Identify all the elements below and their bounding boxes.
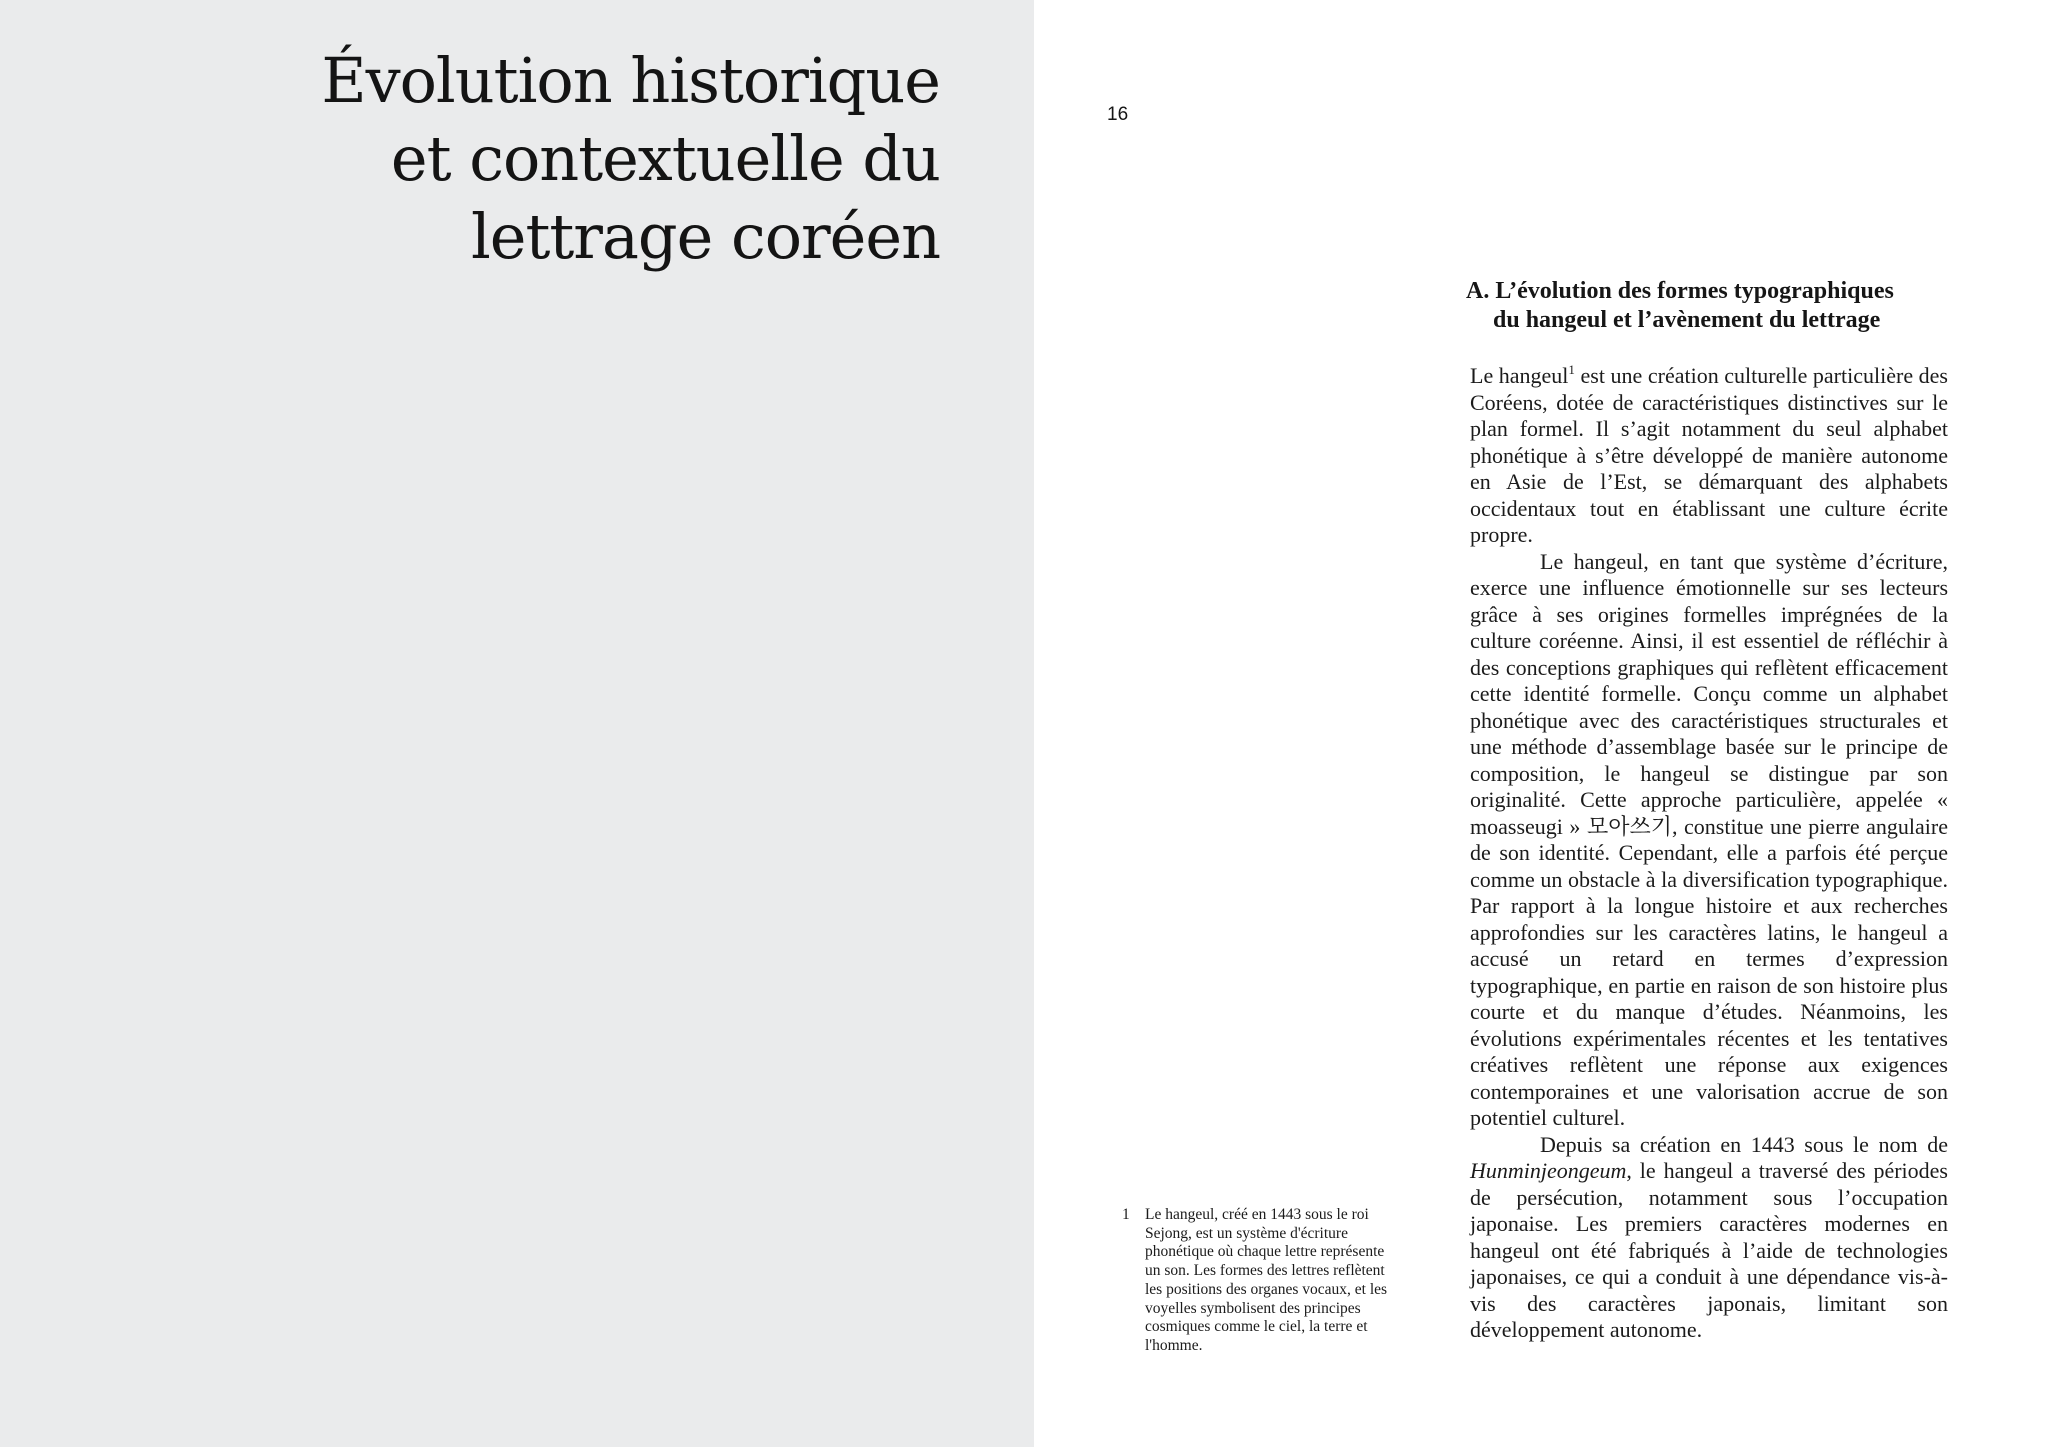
body-text-column xyxy=(1470,363,1948,1344)
chapter-title-line-1: Évolution historique xyxy=(321,44,940,117)
footnote-reference-marker: 1 xyxy=(1568,362,1575,377)
right-page xyxy=(1034,0,2067,1447)
paragraph-3 xyxy=(1470,1132,1948,1344)
paragraph-2: Le hangeul, en tant que système d’écriture, exerce une influence émotionnelle sur ses lecteurs grâce à ses origines formelles imprégnées de la culture coréenne. Ainsi, il est essentiel de réfléchir à des conceptions graphiques qui reflètent efficacement cette identité formelle. Conçu comme un alphabet phonétique avec des caractéristiques structurales et une méthode d’assemblage basée sur le principe de composition, le hangeul se distingue par son originalité. Cette approche particulière, appelée « moasseugi » 모아쓰기, constitue une pierre angulaire de son identité. Cependant, elle a parfois été perçue comme un obstacle à la diversification typographique. Par rapport à la longue histoire et aux recherches approfondies sur les caractères latins, le hangeul a accusé un retard en termes d’expression typographique, en partie en raison de son histoire plus courte et du manque d’études. Néanmoins, les évolutions expérimentales récentes et les tentatives créatives reflètent une réponse aux exigences contemporaines et une valorisation accrue de son potentiel culturel. xyxy=(1470,548,1948,1130)
chapter-title xyxy=(80,42,940,276)
section-heading xyxy=(1466,277,1952,335)
page-number: 16 xyxy=(1107,104,1129,125)
paragraph-1-text-start: Le hangeul xyxy=(1470,363,1569,388)
footnote-text: Le hangeul, créé en 1443 sous le roi Sejong, est un système d'écriture phonétique où chaque lettre représente un son. Les formes des lettres reflètent les positions des organes vocaux, et les voyelles symbolisent des principes cosmiques comme le ciel, la terre et l'homme. xyxy=(1145,1206,1388,1354)
chapter-title-line-2: et contextuelle du xyxy=(390,122,940,195)
paragraph-3-text-end: , le hangeul a traversé des périodes de persécution, notamment sous l’occupation japonaise. Les premiers caractères modernes en hangeul ont été fabriqués à l’aide de technologies japonaises, ce qui a conduit à une dépendance vis-à-vis des caractères japonais, limitant son développement autonome. xyxy=(1470,1158,1948,1342)
section-heading-line-2: du hangeul et l’avènement du lettrage xyxy=(1493,307,1881,333)
paragraph-1 xyxy=(1470,363,1948,549)
footnote-number: 1 xyxy=(1122,1206,1130,1223)
paragraph-1-text-end: est une création culturelle particulière des Coréens, dotée de caractéristiques distinctives sur le plan formel. Il s’agit notamment du seul alphabet phonétique à s’être développé de manière autonome en Asie de l’Est, se démarquant des alphabets occidentaux tout en établissant une culture écrite propre. xyxy=(1470,363,1948,547)
footnote xyxy=(1122,1206,1388,1356)
paragraph-3-text-start: Depuis sa création en 1443 sous le nom de xyxy=(1540,1131,1948,1157)
section-heading-line-1: A. L’évolution des formes typographiques xyxy=(1466,278,1894,304)
work-title-italic: Hunminjeongeum xyxy=(1470,1158,1627,1183)
chapter-title-line-3: lettrage coréen xyxy=(470,200,940,273)
